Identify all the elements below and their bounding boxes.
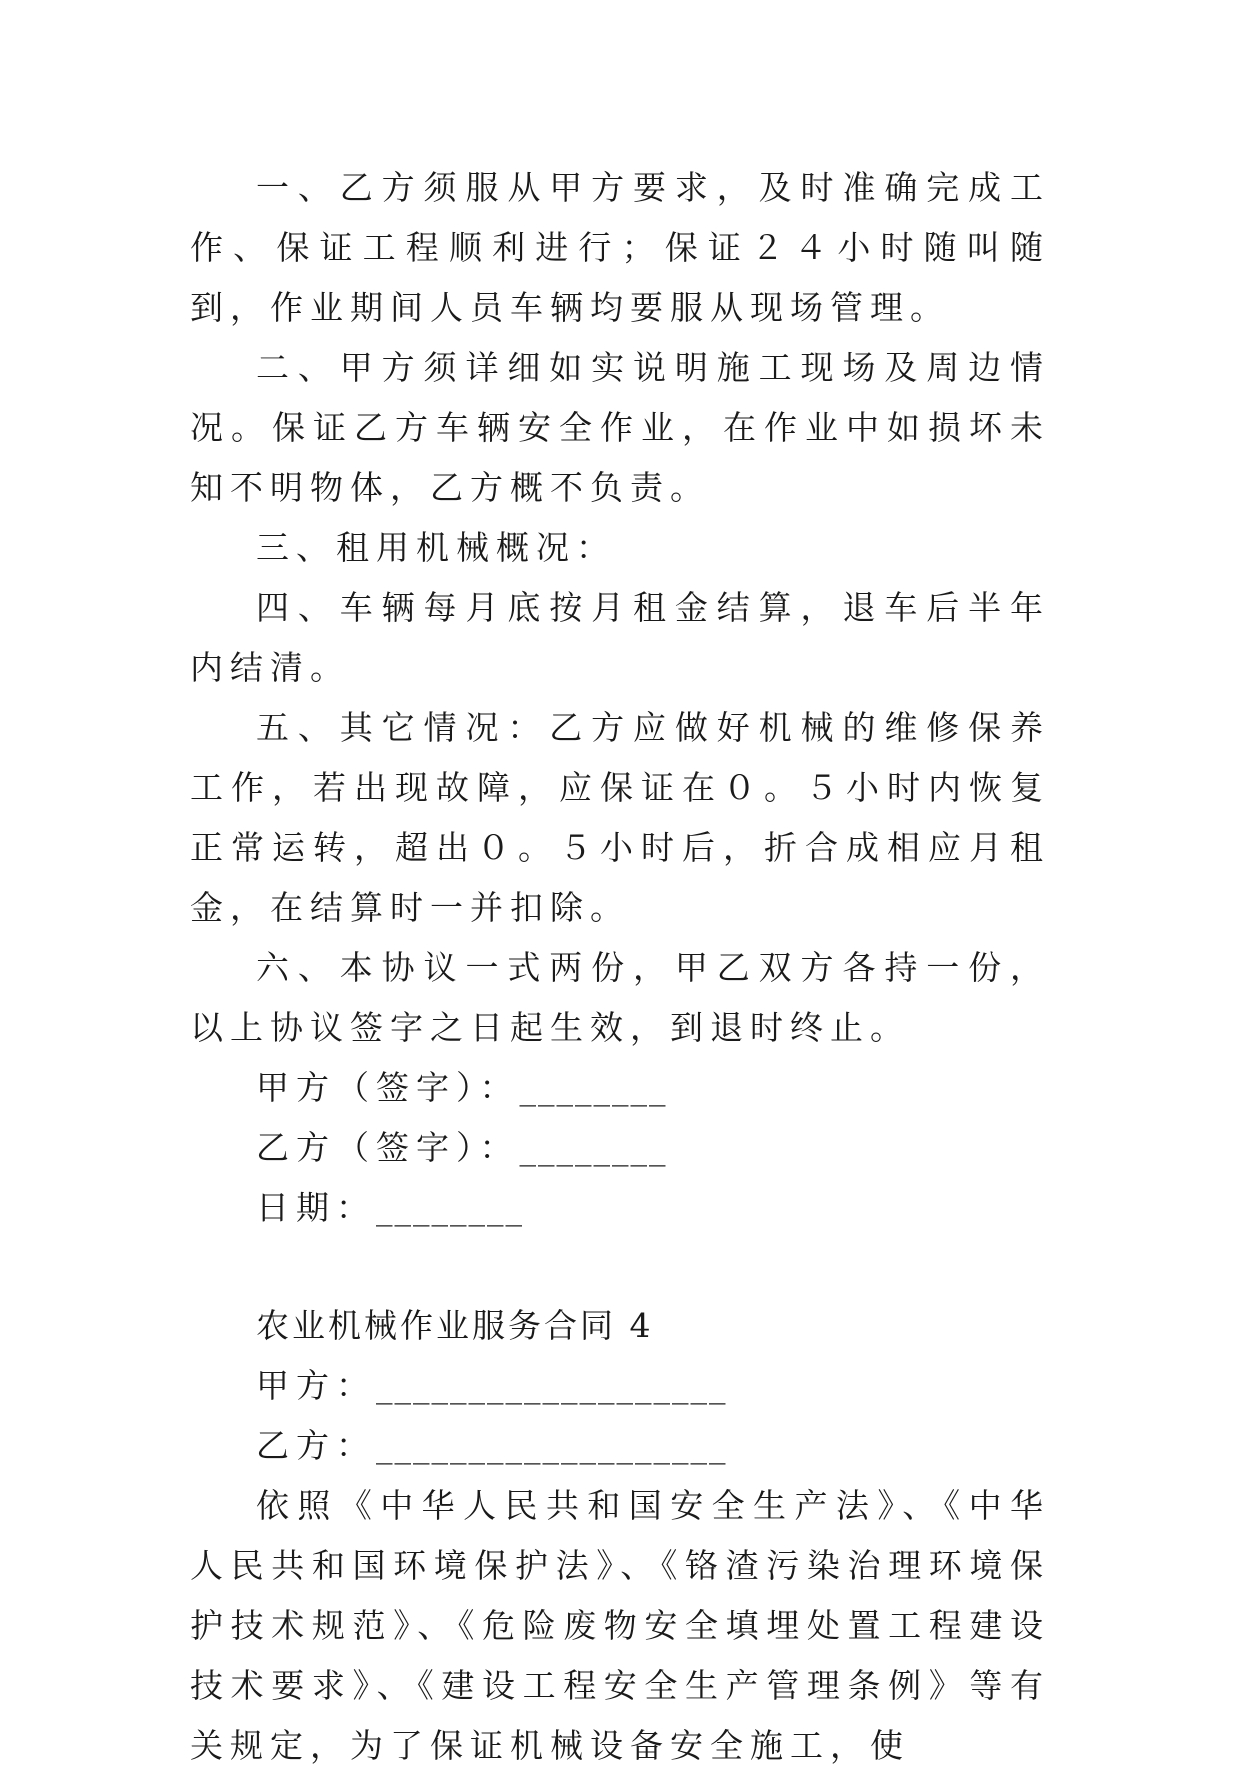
clause-1: 一、乙方须服从甲方要求，及时准确完成工作、保证工程顺利进行；保证２４小时随叫随到，作业期间人员车辆均要服从现场管理。 bbox=[190, 168, 1050, 327]
party-b-signature-line bbox=[190, 1118, 1050, 1178]
contract-title: 农业机械作业服务合同 4 bbox=[256, 1306, 654, 1345]
section-spacer bbox=[190, 1238, 1050, 1296]
document-body bbox=[190, 158, 1050, 1776]
party-a-signature-blank: ________ bbox=[519, 1068, 668, 1107]
party-a-signature-label: 甲方（签字）： bbox=[256, 1068, 520, 1107]
party-a-line bbox=[190, 1356, 1050, 1416]
clause-5: 五、其它情况：乙方应做好机械的维修保养工作，若出现故障，应保证在０。５小时内恢复正常运转，超出０。５小时后，折合成相应月租金，在结算时一并扣除。 bbox=[190, 708, 1050, 927]
party-a-blank: ___________________ bbox=[376, 1366, 728, 1405]
party-b-signature-blank: ________ bbox=[519, 1128, 668, 1167]
party-b-blank: ___________________ bbox=[376, 1426, 728, 1465]
preamble-paragraph: 依照《中华人民共和国安全生产法》、《中华人民共和国环境保护法》、《铬渣污染治理环境保护技术规范》、《危险废物安全填埋处置工程建设技术要求》、《建设工程安全生产管理条例》等有关规定，为了保证机械设备安全施工，使 bbox=[190, 1486, 1050, 1765]
date-label: 日期： bbox=[256, 1188, 376, 1227]
date-line bbox=[190, 1178, 1050, 1238]
party-a-signature-line bbox=[190, 1058, 1050, 1118]
clause-4: 四、车辆每月底按月租金结算，退车后半年内结清。 bbox=[190, 588, 1050, 687]
date-blank: ________ bbox=[376, 1188, 524, 1227]
party-b-line bbox=[190, 1416, 1050, 1476]
clause-6: 六、本协议一式两份，甲乙双方各持一份，以上协议签字之日起生效，到退时终止。 bbox=[190, 948, 1050, 1047]
clause-2: 二、甲方须详细如实说明施工现场及周边情况。保证乙方车辆安全作业，在作业中如损坏未知不明物体，乙方概不负责。 bbox=[190, 348, 1050, 507]
party-b-label: 乙方： bbox=[256, 1426, 376, 1465]
clause-3: 三、租用机械概况： bbox=[256, 528, 616, 567]
party-a-label: 甲方： bbox=[256, 1366, 376, 1405]
party-b-signature-label: 乙方（签字）： bbox=[256, 1128, 520, 1167]
